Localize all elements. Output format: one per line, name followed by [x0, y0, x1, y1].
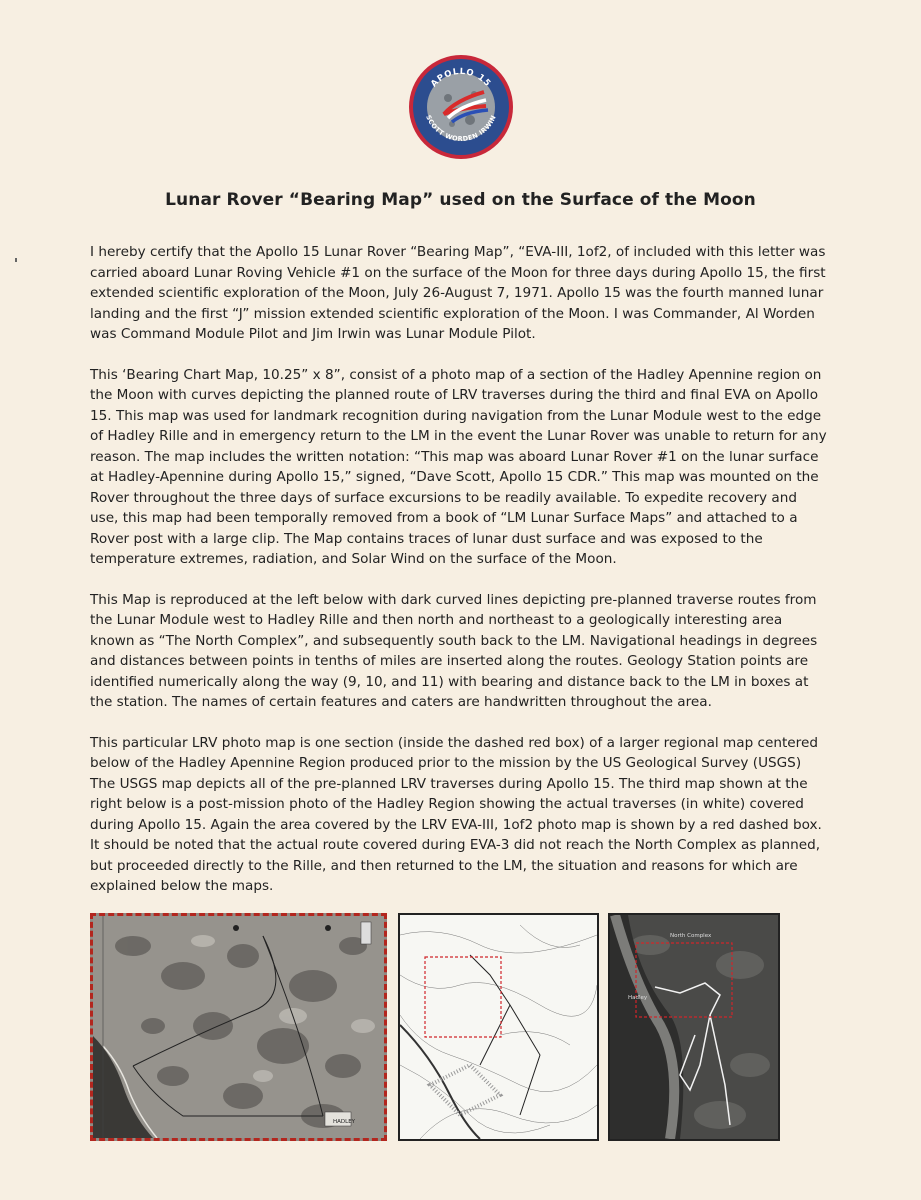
satellite-north-label: North Complex [670, 933, 712, 939]
lrv-photo-map [90, 913, 387, 1141]
margin-mark [15, 258, 17, 262]
paragraph-usgs-map: This particular LRV photo map is one section (inside the dashed red box) of a larger regional map centered below of the Hadley Apennine Region produced prior to the mission by the US Geological Survey (USGS) The USGS map depicts all of the pre-planned LRV traverses during Apollo 15. The third map shown at the right below is a post-mission photo of the Hadley Region showing the actual traverses (in white) covered during Apollo 15. Again the area covered by the LRV EVA-III, 1of2 photo map is shown by a red dashed box. It should be noted that the actual route covered during EVA-3 did not reach the North Complex as planned, but proceeded directly to the Rille, and then returned to the LM, the situation and reasons for which are explained below the maps. [90, 734, 822, 894]
paragraph-certification: I hereby certify that the Apollo 15 Lunar Rover “Bearing Map”, “EVA-III, 1of2, of included with this letter was carried aboard Lunar Roving Vehicle #1 on the surface of the Moon for three days during Apollo 15, the first extended scientific exploration of the Moon, July 26-August 7, 1971. Apollo 15 was the fourth manned lunar landing and the first “J” mission extended scientific exploration of the Moon. I was Commander, Al Worden was Command Module Pilot and Jim Irwin was Lunar Module Pilot. [90, 244, 826, 342]
usgs-traverse-map [398, 913, 599, 1141]
paragraph-bearing-chart: This ‘Bearing Chart Map, 10.25” x 8”, consist of a photo map of a section of the Hadley Apennine region on the Moon with curves depicting the planned route of LRV traverses during the third and final EVA on Apollo 15. This map was used for landmark recognition during navigation from the Lunar Module west to the edge of Hadley Rille and in emergency return to the LM in the event the Lunar Rover was unable to return for any reason. The map includes the written notation: “This map was aboard Lunar Rover #1 on the lunar surface at Hadley-Apennine during Apollo 15,” signed, “Dave Scott, Apollo 15 CDR.” This map was mounted on the Rover throughout the three days of surface excursions to be readily available. To expedite recovery and use, this map had been temporally removed from a book of “LM Lunar Surface Maps” and attached to a Rover post with a large clip. The Map contains traces of lunar dust surface and was exposed to the temperature extremes, radiation, and Solar Wind on the surface of the Moon. [90, 366, 827, 567]
paragraph-map-description: This Map is reproduced at the left below with dark curved lines depicting pre-planned traverse routes from the Lunar Module west to Hadley Rille and then north and northeast to a geologically interesting area known as “The North Complex”, and subsequently south back to the LM. Navigational headings in degrees and distances between points in tenths of miles are inserted along the routes. Geology Station points are identified numerically along the way (9, 10, and 11) with bearing and distance back to the LM in boxes at the station. The names of certain features and caters are handwritten throughout the area. [90, 591, 818, 710]
patch-bottom-text: SCOTT WORDEN IRWIN [424, 113, 498, 144]
patch-top-text: APOLLO 15 [429, 66, 493, 90]
maps-row [0, 913, 921, 1143]
page-title: Lunar Rover “Bearing Map” used on the Surface of the Moon [165, 190, 756, 210]
post-mission-satellite-photo [608, 913, 780, 1141]
letter-body [90, 242, 828, 917]
apollo-15-mission-patch [408, 54, 514, 160]
satellite-hadley-label: Hadley [628, 995, 648, 1001]
photo-map-label: HADLEY [333, 1119, 356, 1125]
